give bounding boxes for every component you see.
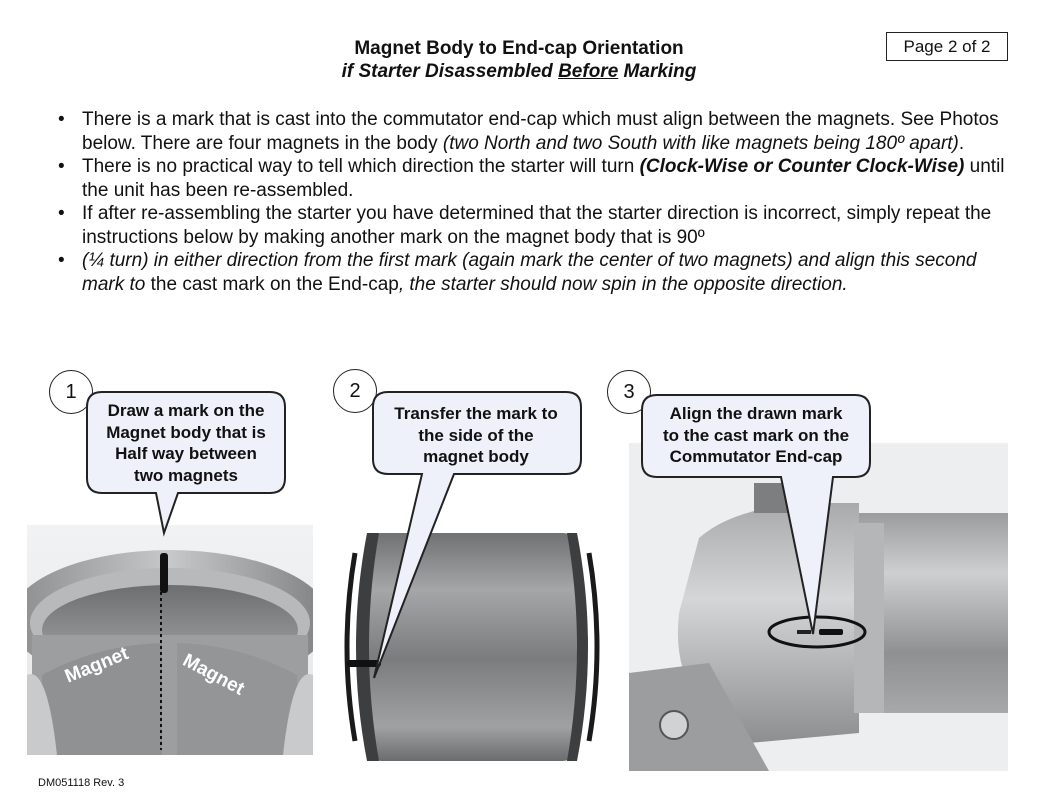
callout-1-line-4: two magnets [134, 465, 238, 485]
bullet-2-text: There is no practical way to tell which direction the starter will turn [82, 156, 640, 177]
center-dotted-line [158, 580, 164, 750]
callout-3-line-1: Align the drawn mark [669, 404, 843, 423]
callout-2-line-2: the side of the [418, 425, 534, 445]
callout-2-line-3: magnet body [423, 447, 529, 466]
subtitle-post: Marking [618, 61, 697, 82]
page-subtitle [0, 61, 1038, 83]
bullet-2-bold-italic: (Clock-Wise or Counter Clock-Wise) [639, 156, 965, 177]
page-title: Magnet Body to End-cap Orientation [354, 38, 684, 59]
callout-3-line-3: Commutator End-cap [669, 447, 843, 466]
subtitle-pre: if Starter Disassembled [341, 61, 559, 82]
callout-3-line-2: to the cast mark on the [662, 425, 850, 445]
step-number-1: 1 [49, 370, 93, 414]
bullet-1-text: There is a mark that is cast into the commutator end-cap which must align between the magnets. See Photos below. There are four magnets in the body [82, 109, 999, 154]
bullet-4-italic: (¼ turn) in either direction from the first mark (again mark the center of two magnets) and align this second mark to [82, 250, 977, 295]
bullet-3 [58, 202, 1008, 249]
bullet-2-end: until the unit has been re-assembled. [82, 156, 1005, 201]
bullet-1-end: . [958, 132, 965, 154]
bullet-4 [58, 249, 1008, 296]
bullet-4-text: the cast mark on the End-cap [145, 273, 399, 295]
page-number-box: Page 2 of 2 [886, 32, 1008, 61]
callout-2-line-1: Transfer the mark to [394, 404, 558, 423]
callout-3-text [641, 403, 871, 468]
callout-1-line-1: Draw a mark on the [107, 401, 265, 420]
callout-2-text [372, 403, 580, 468]
footer-doc-id: DM051118 Rev. 3 [38, 777, 125, 789]
bullet-1 [58, 108, 1008, 155]
subtitle-underlined: Before [558, 61, 619, 82]
magnet-label-right: Magnet [179, 650, 248, 700]
bullet-3-text: If after re-assembling the starter you have determined that the starter direction is incorrect, simply repeat the instructions below by making another mark on the magnet body that is 90º [82, 203, 992, 248]
callout-1-line-2: Magnet body that is [106, 422, 266, 442]
callout-step-2 [372, 391, 582, 681]
step-number-2: 2 [333, 369, 377, 413]
callout-step-1 [86, 391, 286, 536]
instruction-list [58, 108, 1008, 296]
bullet-4-italic-end: , the starter should now spin in the opposite direction. [398, 273, 848, 295]
bullet-2 [58, 155, 1008, 202]
callout-step-3 [641, 394, 871, 644]
callout-1-text [86, 400, 286, 486]
bullet-1-italic: (two North and two South with like magnets being 180º apart) [442, 132, 959, 154]
photo-magnet-body-inside [27, 525, 313, 755]
step-number-3: 3 [607, 370, 651, 414]
callout-1-line-3: Half way between [115, 444, 257, 463]
magnet-label-left: Magnet [62, 643, 132, 688]
